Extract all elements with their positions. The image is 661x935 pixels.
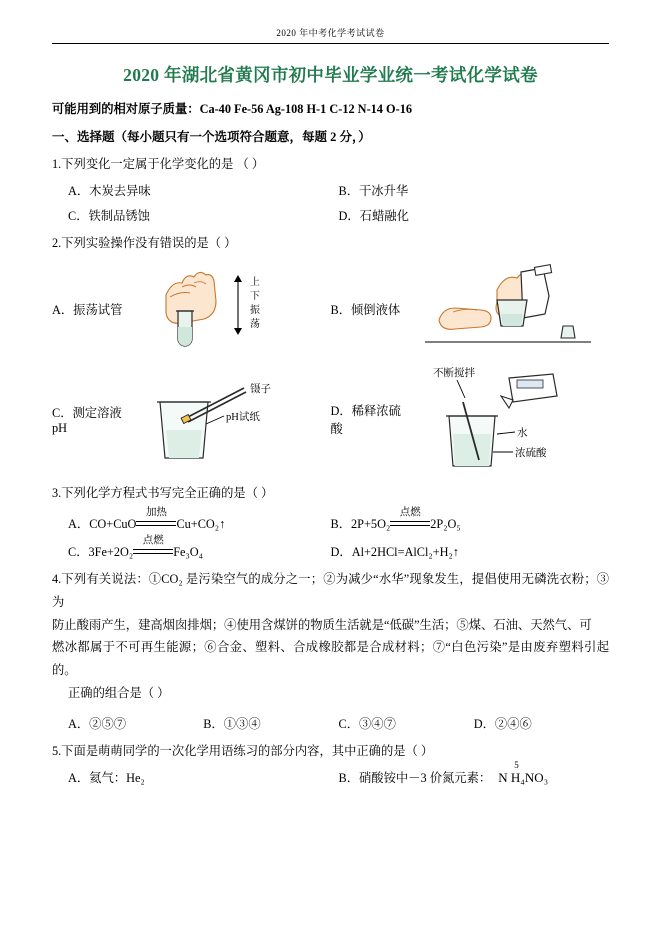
question-2-number: 2. xyxy=(52,236,62,251)
question-1-options xyxy=(52,181,609,199)
svg-text:荡: 荡 xyxy=(250,318,260,330)
question-2-option-a[interactable] xyxy=(52,264,331,354)
question-3-option-c-right: Fe₃O₄ xyxy=(173,545,203,560)
question-5-option-b-label: B．硝酸铵中－3 价氮元素： xyxy=(338,771,492,786)
question-2-option-d-label: D．稀释浓硫酸 xyxy=(330,404,401,437)
question-3-row-1 xyxy=(52,507,609,532)
question-4-line-3: 燃冰都属于不可再生能源；⑥合金、塑料、合成橡胶都是合成材料；⑦“白色污染”是由废弃塑料引起的。 xyxy=(52,640,609,678)
question-2-figure-row-1 xyxy=(52,264,609,354)
question-2-stem xyxy=(52,233,609,254)
tweezer-label: 镊子 xyxy=(250,383,271,395)
question-4-line-4: 正确的组合是（ ） xyxy=(68,685,170,700)
question-4-options xyxy=(52,714,609,732)
question-3-row-2 xyxy=(52,535,609,560)
question-4-line-4-wrap xyxy=(52,682,609,705)
question-3-option-d-left: Al+2HCl=AlCl₂+H₂↑ xyxy=(351,545,459,560)
atomic-mass-line: 可能用到的相对原子质量：Ca-40 Fe-56 Ag-108 H-1 C-12 N-14 O-16 xyxy=(52,102,412,116)
question-4-line-2-wrap xyxy=(52,614,609,637)
question-3-stem xyxy=(52,483,609,504)
question-2-option-b[interactable] xyxy=(331,264,610,354)
question-3-option-d[interactable] xyxy=(331,542,610,560)
question-1-options-row2 xyxy=(52,206,609,224)
question-2-figure-row-2 xyxy=(52,364,609,474)
section-1-title: 一、选择题（每小题只有一个选项符合题意，每题 2 分，） xyxy=(52,129,371,144)
question-4-option-a[interactable]: A．②⑤⑦ xyxy=(68,716,127,731)
shake-test-tube-figure xyxy=(126,267,296,352)
stir-label: 不断搅拌 xyxy=(432,368,475,380)
question-1-option-c[interactable]: C．铁制品锈蚀 xyxy=(68,209,150,224)
question-5-option-b[interactable] xyxy=(338,760,610,786)
question-3-number: 3. xyxy=(52,486,62,501)
question-3-option-c[interactable] xyxy=(52,535,331,560)
question-2-option-c[interactable] xyxy=(52,364,331,474)
question-4-stem xyxy=(52,568,609,613)
question-3-option-a-arrow xyxy=(136,507,176,532)
question-3-option-b-left: 2P+5O₂ xyxy=(351,517,391,532)
question-1-option-a[interactable]: A．木炭去异味 xyxy=(68,184,151,199)
equal-sign-icon xyxy=(390,520,430,529)
question-5-text: 下面是萌萌同学的一次化学用语练习的部分内容，其中正确的是（ ） xyxy=(61,743,434,758)
dilute-acid-figure xyxy=(405,364,585,474)
question-3-option-c-label: C． xyxy=(68,545,89,560)
question-4-option-b[interactable]: B．①③④ xyxy=(203,716,261,731)
svg-text:上: 上 xyxy=(250,276,260,288)
question-4-line-2: 防止酸雨产生，建高烟囱排烟；④使用含煤饼的物质生活就是“低碳”生活；⑤煤、石油、天然气、可 xyxy=(52,617,592,632)
oxidation-number: 5 xyxy=(514,760,519,771)
question-5-stem xyxy=(52,741,609,762)
running-head: 2020 年中考化学考试试卷 xyxy=(276,28,385,38)
question-2-option-a-label: A．振荡试管 xyxy=(52,303,123,318)
question-2-text: 下列实验操作没有错误的是（ ） xyxy=(61,236,237,251)
question-4-number: 4. xyxy=(52,572,62,587)
pour-liquid-figure xyxy=(405,264,595,354)
question-3-option-a-right: Cu+CO₂↑ xyxy=(176,517,226,532)
question-4-option-d[interactable]: D．②④⑥ xyxy=(473,716,532,731)
question-4-line-1: 下列有关说法：①CO₂ 是污染空气的成分之一；②为减少“水华”现象发生，提倡使用无磷洗衣粉；③为 xyxy=(52,572,609,609)
question-3-option-a-left: CO+CuO xyxy=(89,517,137,532)
reaction-condition: 加热 xyxy=(145,507,167,519)
question-1-text: 下列变化一定属于化学变化的是 （ ） xyxy=(61,156,265,171)
question-3-option-b[interactable] xyxy=(330,507,610,532)
reaction-condition: 点燃 xyxy=(399,507,421,519)
question-3-option-c-arrow xyxy=(133,535,173,560)
water-label: 水 xyxy=(516,428,527,440)
question-3-option-b-label: B． xyxy=(330,517,351,532)
question-3-option-b-right: 2P₂O₅ xyxy=(430,517,461,532)
question-3-option-d-label: D． xyxy=(330,545,352,560)
formula-text: N H₄NO₃ xyxy=(498,770,549,786)
equal-sign-icon xyxy=(133,548,173,557)
ph-paper-label: pH试纸 xyxy=(226,411,260,423)
question-5-number: 5. xyxy=(52,743,62,758)
question-5-options xyxy=(52,760,609,786)
question-4-line-3-wrap xyxy=(52,636,609,681)
equal-sign-icon xyxy=(136,520,176,529)
question-5-option-a[interactable]: A．氦气：He₂ xyxy=(68,771,145,786)
page-title: 2020 年湖北省黄冈市初中毕业学业统一考试化学试卷 xyxy=(123,65,538,85)
question-4-option-c[interactable]: C．③④⑦ xyxy=(338,716,396,731)
ph-measure-figure xyxy=(126,372,306,467)
svg-text:振: 振 xyxy=(250,304,260,316)
svg-text:下: 下 xyxy=(250,290,260,302)
question-1-option-d[interactable]: D．石蜡融化 xyxy=(338,209,409,224)
question-2-option-d[interactable] xyxy=(331,364,610,474)
question-2-option-b-label: B．倾倒液体 xyxy=(330,303,401,318)
acid-label: 浓硫酸 xyxy=(514,448,546,460)
question-3-option-b-arrow xyxy=(390,507,430,532)
question-1-option-b[interactable]: B．干冰升华 xyxy=(338,184,409,199)
ammonium-nitrate-formula xyxy=(498,760,549,786)
question-2-option-c-label: C．测定溶液 pH xyxy=(52,405,122,435)
question-3-option-a-label: A． xyxy=(68,517,90,532)
question-3-option-c-left: 3Fe+2O₂ xyxy=(88,545,134,560)
question-1-stem xyxy=(52,154,609,175)
reaction-condition: 点燃 xyxy=(142,535,164,547)
question-1-number: 1. xyxy=(52,156,62,171)
header-divider xyxy=(52,43,609,44)
question-3-text: 下列化学方程式书写完全正确的是（ ） xyxy=(61,486,274,501)
question-3-option-a[interactable] xyxy=(52,507,331,532)
